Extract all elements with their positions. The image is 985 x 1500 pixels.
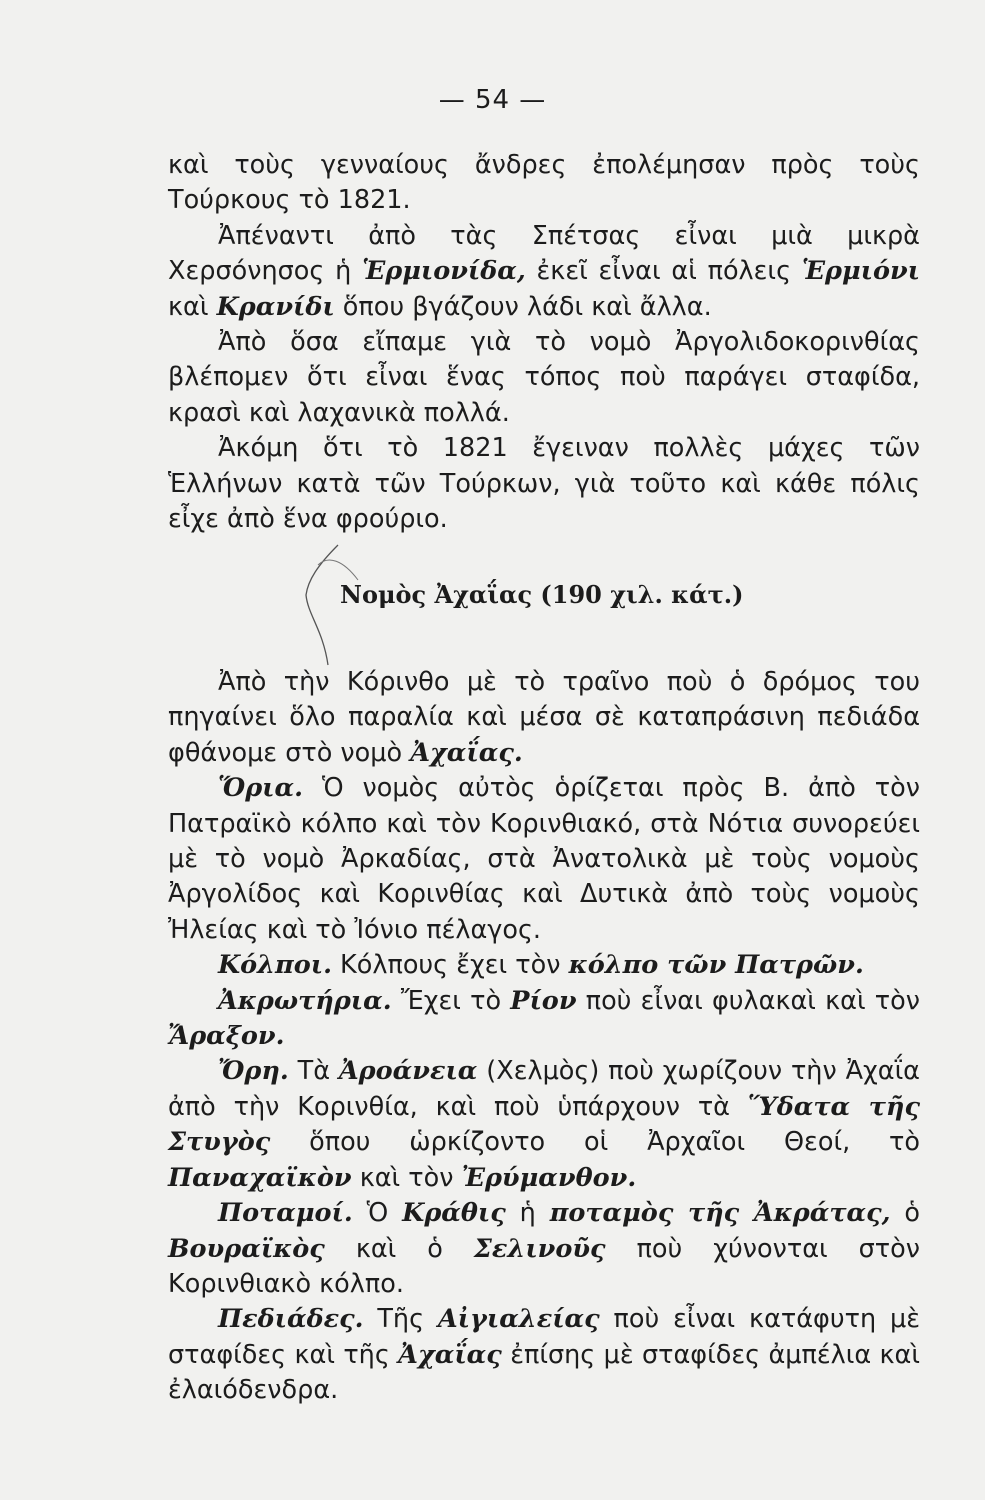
paragraph: Ἀπέναντι ἀπὸ τὰς Σπέτσας εἶναι μιὰ μικρὰ Χερσόνησος ἡ Ἑρμιονίδα, ἐκεῖ εἶναι αἱ πόλεις Ἑρμιόνι καὶ Κρανίδι ὅπου βγάζουν λάδι καὶ ἄλλα. bbox=[168, 220, 920, 322]
text-block-top bbox=[168, 148, 920, 537]
paragraph: Ἀκόμη ὅτι τὸ 1821 ἔγειναν πολλὲς μάχες τῶν Ἑλλήνων κατὰ τῶν Τούρκων, γιὰ τοῦτο καὶ κάθε πόλις εἶχε ἀπὸ ἕνα φρούριο. bbox=[168, 433, 920, 535]
paragraph: Ἀπὸ ὅσα εἴπαμε γιὰ τὸ νομὸ Ἀργολιδοκορινθίας βλέπομεν ὅτι εἶναι ἕνας τόπος ποὺ παράγει σταφίδα, κρασὶ καὶ λαχανικὰ πολλά. bbox=[168, 327, 920, 428]
paragraph: Ἀκρωτήρια. Ἔχει τὸ Ρίον ποὺ εἶναι φυλακαὶ καὶ τὸν Ἄραξον. bbox=[168, 985, 920, 1052]
paragraph: Ποταμοί. Ὁ Κράθις ἡ ποταμὸς τῆς Ἀκράτας, ὁ Βουραϊκὸς καὶ ὁ Σελινοῦς ποὺ χύνονται στὸν Κορινθιακὸ κόλπο. bbox=[168, 1198, 921, 1299]
paragraph: Ὄρη. Τὰ Ἀροάνεια (Χελμὸς) ποὺ χωρίζουν τὴν Ἀχαΐα ἀπὸ τὴν Κορινθία, καὶ ποὺ ὑπάρχουν τὰ Ὕδατα τῆς Στυγὸς ὅπου ὡρκίζοντο οἱ Ἀρχαῖοι Θεοί, τὸ Παναχαϊκὸν καὶ τὸν Ἐρύμανθον. bbox=[168, 1056, 920, 1193]
text-block-bottom bbox=[168, 665, 920, 1409]
paragraph: Πεδιάδες. Τῆς Αἰγιαλείας ποὺ εἶναι κατάφυτη μὲ σταφίδες καὶ τῆς Ἀχαΐας ἐπίσης μὲ σταφίδες ἀμπέλια καὶ ἐλαιόδενδρα. bbox=[168, 1304, 920, 1406]
paragraph: Ὅρια. Ὁ νομὸς αὐτὸς ὁρίζεται πρὸς Β. ἀπὸ τὸν Πατραϊκὸ κόλπο καὶ τὸν Κορινθιακό, στὰ Νότια συνορεύει μὲ τὸ νομὸ Ἀρκαδίας, στὰ Ἀνατολικὰ μὲ τοὺς νομοὺς Ἀργολίδος καὶ Κορινθίας καὶ Δυτικὰ ἀπὸ τοὺς νομοὺς Ἠλείας καὶ τὸ Ἰόνιο πέλαγος. bbox=[168, 773, 920, 945]
paragraph: Κόλποι. Κόλπους ἔχει τὸν κόλπο τῶν Πατρῶν. bbox=[218, 950, 864, 981]
section-heading: Νομὸς Ἀχαΐας (190 χιλ. κάτ.) bbox=[340, 580, 744, 609]
paragraph: καὶ τοὺς γενναίους ἄνδρες ἐπολέμησαν πρὸς τοὺς Τούρκους τὸ 1821. bbox=[168, 150, 920, 216]
paragraph: Ἀπὸ τὴν Κόρινθο μὲ τὸ τραῖνο ποὺ ὁ δρόμος του πηγαίνει ὅλο παραλία καὶ μέσα σὲ καταπράσινη πεδιάδα φθάνομε στὸ νομὸ Ἀχαΐας. bbox=[168, 667, 920, 768]
page-number: — 54 — bbox=[438, 85, 547, 115]
